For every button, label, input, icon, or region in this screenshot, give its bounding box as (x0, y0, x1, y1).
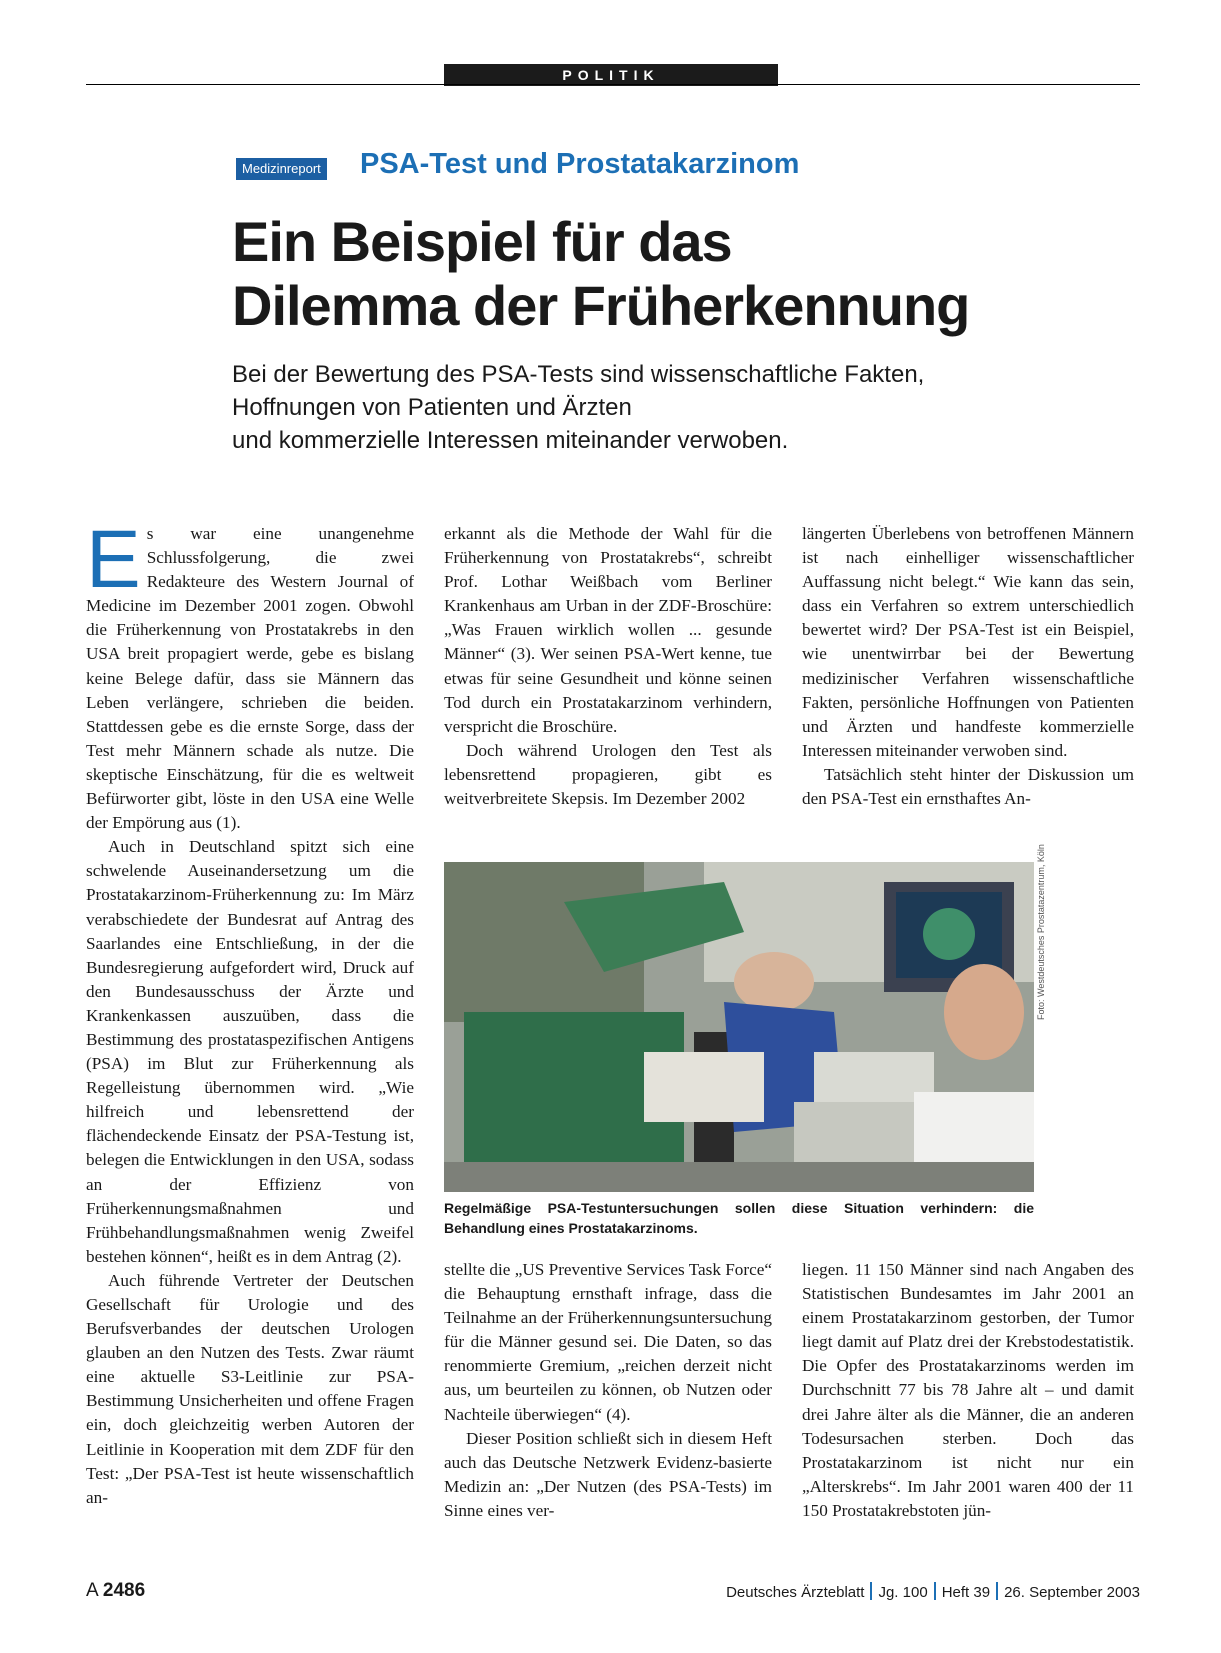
footer-separator (996, 1582, 998, 1600)
col2-paragraph-4: Dieser Position schließt sich in diesem Heft auch das Deutsche Netzwerk Evidenz-basierte Medizin an: „Der Nutzen (des PSA-Tests) im Sinne eines ver- (444, 1428, 772, 1520)
headline-line-2: Dilemma der Früherkennung (232, 274, 970, 337)
photo-illustration (444, 862, 1034, 1192)
page-prefix: A (86, 1580, 98, 1601)
footer-separator (934, 1582, 936, 1600)
article-lead (232, 358, 1132, 457)
column-2-bottom (444, 1258, 772, 1523)
page-number (86, 1580, 145, 1602)
footer-separator (870, 1582, 872, 1600)
kicker-topic: PSA-Test und Prostatakarzinom (360, 148, 800, 180)
column-3-bottom (802, 1258, 1134, 1523)
journal-footer (726, 1582, 1140, 1601)
header-rule (86, 84, 1140, 85)
column-2-top (444, 522, 772, 811)
column-3-top (802, 522, 1134, 811)
column-1 (86, 514, 414, 1510)
lead-line-1: Bei der Bewertung des PSA-Tests sind wissenschaftliche Fakten, (232, 361, 925, 388)
article-photo (444, 862, 1034, 1192)
journal-volume: Jg. 100 (878, 1584, 928, 1601)
section-label: POLITIK (444, 64, 778, 86)
col1-paragraph-1 (86, 514, 414, 835)
col2-paragraph-2: Doch während Urologen den Test als lebensrettend propagieren, gibt es weitverbreitete Skepsis. Im Dezember 2002 (444, 740, 772, 809)
lead-line-3: und kommerzielle Interessen miteinander verwoben. (232, 427, 789, 454)
col3-paragraph-1: längerten Überlebens von betroffenen Männern ist nach einhelliger wissenschaftlicher Auffassung nicht belegt.“ Wie kann das sein, dass ein Verfahren so extrem unterschiedlich bewertet wird? Der PSA-Test ist ein Beispiel, wie unentwirrbar bei der Bewertung medizinischer Verfahren wissenschaftliche Fakten, persönliche Hoffnungen von Patienten und Ärzten und handfeste kommerzielle Interessen miteinander verwoben sind. (802, 524, 1134, 760)
col1-paragraph-1-text: s war eine unangenehme Schlussfolgerung, die zwei Redakteure des Western Journal of Medicine im Dezember 2001 zogen. Obwohl die Früherkennung von Prostatakrebs in den USA breit propagiert werde, gebe es bislang keine Belege dafür, dass sie Männern das Leben verlängere, schrieben die beiden. Stattdessen gebe es die ernste Sorge, dass der Test mehr Männern schade als nutze. Die skeptische Einschätzung, für die es weltweit Befürworter gibt, löste in den USA eine Welle der Empörung aus (1). (86, 524, 414, 833)
photo-caption: Regelmäßige PSA-Testuntersuchungen sollen diese Situation verhindern: die Behandlung eines Prostatakarzinoms. (444, 1200, 1034, 1236)
col1-paragraph-3: Auch führende Vertreter der Deutschen Gesellschaft für Urologie und des Berufsverbandes der deutschen Urologen glauben an den Nutzen des Tests. Zwar räumt eine aktuelle S3-Leitlinie zur PSA-Bestimmung Unsicherheiten und offene Fragen ein, doch gleichzeitig werben Autoren der Leitlinie in Kooperation mit dem ZDF für den Test: „Der PSA-Test ist heute wissenschaftlich an- (86, 1270, 414, 1507)
col3-paragraph-3: liegen. 11 150 Männer sind nach Angaben des Statistischen Bundesamtes im Jahr 2001 an einem Prostatakarzinom gestorben, der Tumor liegt damit auf Platz drei der Krebstodestatistik. Die Opfer des Prostatakarzinoms werden im Durchschnitt 77 bis 78 Jahre alt – und damit drei Jahre älter als die Männer, die an anderen Todesursachen sterben. Doch das Prostatakarzinom ist nicht nur ein „Alterskrebs“. Im Jahr 2001 waren 400 der 11 150 Prostatakrebstoten jün- (802, 1260, 1134, 1520)
journal-date: 26. September 2003 (1004, 1584, 1140, 1601)
headline-line-1: Ein Beispiel für das (232, 210, 732, 273)
drop-cap: E (86, 514, 141, 605)
article-headline (232, 210, 1132, 338)
col3-paragraph-2: Tatsächlich steht hinter der Diskussion um den PSA-Test ein ernsthaftes An- (802, 764, 1134, 809)
col1-paragraph-2: Auch in Deutschland spitzt sich eine schwelende Auseinandersetzung um die Prostatakarzinom-Früherkennung zu: Im März verabschiedete der Bundesrat auf Antrag des Saarlandes eine Entschließung, in der die Bundesregierung aufgefordert wird, Druck auf den Bundesausschuss der Ärzte und Krankenkassen auszuüben, dass die Bestimmung des prostataspezifischen Antigens (PSA) im Blut zur Früherkennung als Regelleistung übernommen wird. „Wie hilfreich und lebensrettend der flächendeckende Einsatz der PSA-Testung ist, belegen die Entwicklungen in den USA, sodass an der Effizienz von Früherkennungsmaßnahmen und Frühbehandlungsmaßnahmen wenig Zweifel bestehen können“, heißt es in dem Antrag (2). (86, 837, 414, 1266)
journal-name: Deutsches Ärzteblatt (726, 1584, 865, 1601)
col2-paragraph-1: erkannt als die Methode der Wahl für die Früherkennung von Prostatakrebs“, schreibt Prof. Lothar Weißbach vom Berliner Krankenhaus am Urban in der ZDF-Broschüre: „Was Frauen wirklich wollen ... gesunde Männer“ (3). Wer seinen PSA-Wert kenne, tue etwas für seine Gesundheit und könne seinen Tod durch ein Prostatakarzinom verhindern, verspricht die Broschüre. (444, 524, 772, 736)
kicker-tag: Medizinreport (236, 158, 327, 180)
page-number-value: 2486 (102, 1580, 146, 1601)
journal-issue: Heft 39 (941, 1584, 991, 1601)
photo-credit: Foto: Westdeutsches Prostatazentrum, Köln (1036, 844, 1046, 1020)
col2-paragraph-3: stellte die „US Preventive Services Task Force“ die Behauptung ernsthaft infrage, dass die Teilnahme an der Früherkennungsuntersuchung für die Männer gesund sei. Die Daten, so das renommierte Gremium, „reichen derzeit nicht aus, um beurteilen zu können, ob Nutzen oder Nachteile überwiegen“ (4). (444, 1260, 772, 1424)
lead-line-2: Hoffnungen von Patienten und Ärzten (232, 394, 632, 421)
